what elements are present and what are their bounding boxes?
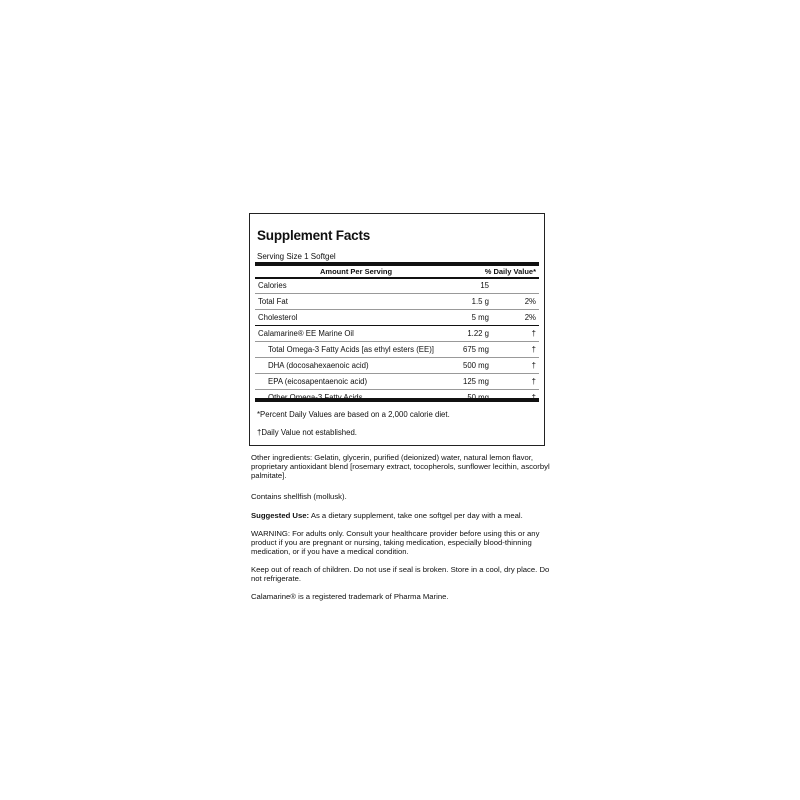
header-daily-value: % Daily Value* <box>484 267 536 276</box>
nutrient-row-dha <box>255 358 539 374</box>
other-ingredients: Other ingredients: Gelatin, glycerin, purified (deionized) water, natural lemon flavor, proprietary antioxidant blend [rosemary extract, tocopherols, sunflower lecithin, ascorbyl palmitate]. <box>251 453 550 481</box>
nutrient-name: Cholesterol <box>258 313 298 322</box>
label-text-block <box>251 453 551 601</box>
nutrient-amount: 125 mg <box>462 377 489 386</box>
suggested-use <box>251 511 551 520</box>
nutrient-row-calories <box>255 278 539 294</box>
trademark-text: Calamarine® is a registered trademark of Pharma Marine. <box>251 592 449 602</box>
nutrient-dv: 2% <box>524 313 536 322</box>
allergen-statement: Contains shellfish (mollusk). <box>251 491 347 501</box>
footnote-dagger: †Daily Value not established. <box>257 428 357 437</box>
nutrient-dv: † <box>531 361 536 370</box>
footnote-percent-dv: *Percent Daily Values are based on a 2,000 calorie diet. <box>257 410 450 419</box>
nutrient-amount: 15 <box>480 281 489 290</box>
nutrient-amount: 675 mg <box>462 345 489 354</box>
nutrient-amount: 1.5 g <box>471 297 489 306</box>
nutrient-amount: 500 mg <box>462 361 489 370</box>
thick-divider-top <box>255 262 539 266</box>
nutrient-row-total-omega3 <box>255 342 539 358</box>
nutrient-rows <box>255 278 539 405</box>
storage-text: Keep out of reach of children. Do not use if seal is broken. Store in a cool, dry place. Do not refrigerate. <box>251 564 550 583</box>
supplement-facts-panel <box>249 213 545 446</box>
suggested-use-text: As a dietary supplement, take one softgel per day with a meal. <box>309 510 523 520</box>
warning-text: WARNING: For adults only. Consult your healthcare provider before using this or any product if you are pregnant or nursing, taking medication, especially blood-thinning medication, or if you have a medical condition. <box>251 529 540 557</box>
nutrient-name: Total Omega-3 Fatty Acids [as ethyl esters (EE)] <box>268 345 434 354</box>
nutrient-row-total-fat <box>255 294 539 310</box>
nutrient-name: EPA (eicosapentaenoic acid) <box>268 377 368 386</box>
nutrient-name: Calories <box>258 281 287 290</box>
panel-title: Supplement Facts <box>257 228 371 243</box>
serving-size: Serving Size 1 Softgel <box>257 252 336 261</box>
nutrient-dv: 2% <box>524 297 536 306</box>
nutrient-dv: † <box>531 377 536 386</box>
thick-divider-bottom <box>255 398 539 402</box>
nutrient-row-epa <box>255 374 539 390</box>
suggested-use-label: Suggested Use: <box>251 510 310 520</box>
nutrient-amount: 1.22 g <box>467 329 489 338</box>
nutrient-amount: 5 mg <box>471 313 489 322</box>
nutrient-row-marine-oil <box>255 326 539 342</box>
nutrient-dv: † <box>531 345 536 354</box>
header-amount-per-serving: Amount Per Serving <box>320 267 393 276</box>
nutrient-dv: † <box>531 329 536 338</box>
nutrient-row-cholesterol <box>255 310 539 326</box>
nutrient-name: Total Fat <box>258 297 288 306</box>
nutrient-name: DHA (docosahexaenoic acid) <box>268 361 369 370</box>
nutrient-name: Calamarine® EE Marine Oil <box>258 329 354 338</box>
